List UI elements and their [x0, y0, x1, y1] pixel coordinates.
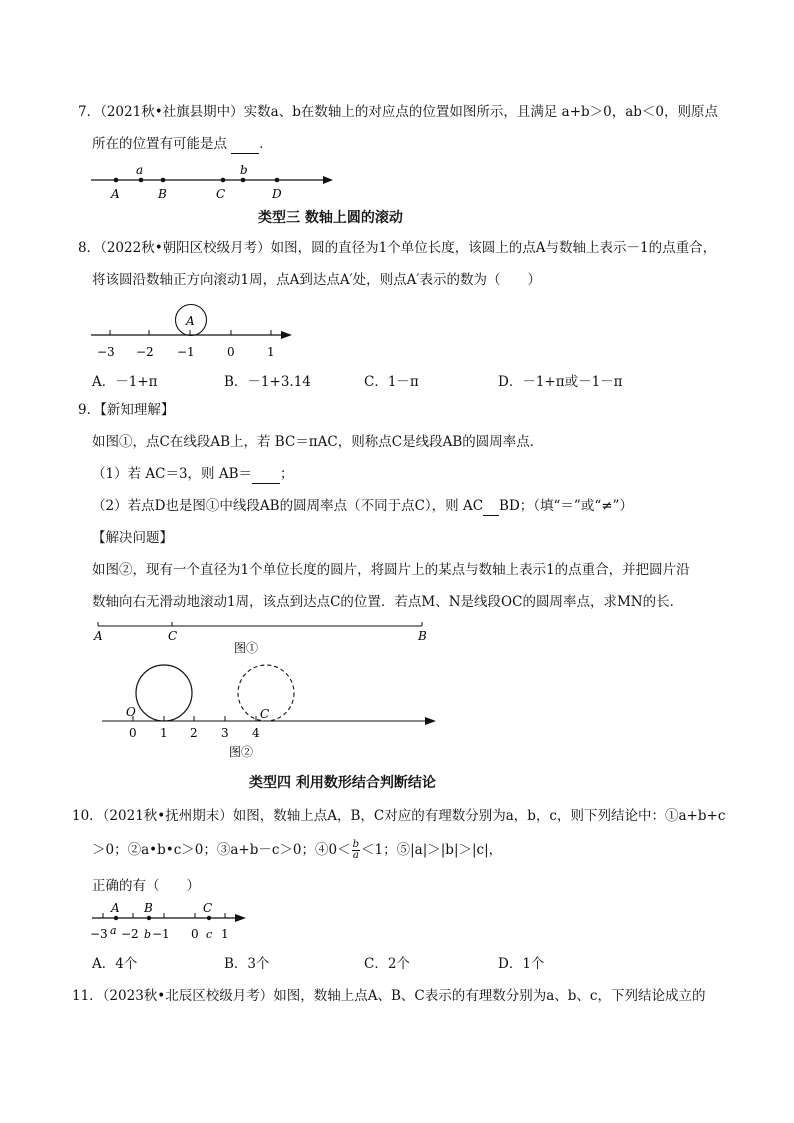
q7-line1: 7．（2021秋•社旗县期中）实数a、b在数轴上的对应点的位置如图所示，且满足 a+b＞0，ab＜0，则原点	[78, 104, 719, 120]
q9-fig1-label-B: B	[418, 629, 427, 643]
q10-option-d[interactable]: D．1个	[498, 956, 545, 972]
q7-point-b	[241, 178, 246, 183]
q10-line1-end: ①a+b+c	[665, 808, 726, 824]
q9-fig2-tick-label: 4	[252, 726, 260, 740]
q7-line2-suffix: ．	[259, 136, 273, 152]
q10-line2	[92, 840, 502, 861]
q7-label-B: B	[158, 187, 167, 201]
q8-rolling-circle-figure	[85, 300, 305, 362]
q9-fig2-caption: 图②	[229, 745, 254, 759]
q7-label-D: D	[272, 187, 282, 201]
q7-number-line-figure	[85, 160, 340, 202]
q8-tick-label: −3	[97, 345, 115, 359]
q10-line1-prefix: 10．（2021秋•抚州期末）如图，数轴上点A，B，C对应的有理数分别为a，b，c，则下列结论中：	[72, 808, 665, 824]
q7-point-a	[139, 178, 144, 183]
q8-line2: 将该圆沿数轴正方向滚动1周，点A到达点A′处，则点A′表示的数为（ ）	[92, 272, 541, 288]
q9-sub1	[92, 464, 294, 484]
q8-option-b[interactable]: B．－1+3.14	[224, 374, 311, 390]
section3-title: 类型三 数轴上圆的滚动	[258, 210, 403, 226]
q9-fig2-disc	[136, 665, 192, 721]
q10-value-b: b	[144, 928, 152, 941]
q7-line2	[92, 134, 273, 154]
q9-fig2-tick-label: 3	[221, 726, 229, 740]
q10-option-b[interactable]: B．3个	[224, 956, 270, 972]
q9-figures	[90, 618, 440, 763]
q7-point-A	[114, 178, 119, 183]
q10-fraction-denominator: a	[352, 850, 359, 861]
q9-fig1-label-A: A	[94, 629, 103, 643]
q10-line3: 正确的有（ ）	[92, 878, 200, 894]
q9-fig2-tick-label: 1	[160, 726, 168, 740]
q10-fraction-b-over-a	[352, 840, 360, 861]
q9-sub2-suffix: BD；（填“＝”或“≠”）	[499, 498, 633, 514]
q9-sub2	[92, 496, 633, 516]
q10-option-a[interactable]: A．4个	[92, 956, 138, 972]
q10-axis-arrow	[235, 914, 246, 922]
q7-point-B	[161, 178, 166, 183]
q10-tick-label: 1	[221, 927, 229, 941]
q10-line1	[72, 806, 725, 826]
q9-fig2-label-C: C	[260, 707, 270, 721]
q9-fig2-tick-label: 0	[129, 726, 137, 740]
q8-option-c[interactable]: C．1－π	[364, 374, 419, 390]
q10-tick-label: −2	[121, 927, 139, 941]
q8-tick-label: 0	[227, 345, 235, 359]
q9-paragraph2-line1: 如图②，现有一个直径为1个单位长度的圆片，将圆片上的某点与数轴上表示1的点重合，并把圆片沿	[92, 562, 690, 578]
q10-tick-label: −3	[90, 927, 108, 941]
q8-option-a[interactable]: A．－1+π	[92, 374, 158, 390]
q9-fig2-tick-label: 2	[190, 726, 198, 740]
q8-circle-label-A: A	[186, 314, 195, 328]
q8-option-d[interactable]: D．－1+π或－1－π	[498, 374, 623, 390]
q9-fig2-label-O: O	[126, 705, 136, 719]
q11-line1: 11．（2023秋•北辰区校级月考）如图，数轴上点A、B、C表示的有理数分别为a、b、c，下列结论成立的	[72, 988, 706, 1004]
q7-axis-arrow	[323, 176, 333, 184]
q10-fraction-numerator: b	[352, 839, 360, 850]
q10-value-a: a	[110, 924, 117, 937]
q10-line2-a: ＞0；②a•b•c＞0；③a+b－c＞0；④0＜	[92, 842, 351, 858]
q8-axis-arrow	[281, 331, 292, 339]
q9-paragraph2-line2: 数轴向右无滑动地滚动1周，该点到达点C的位置．若点M、N是线段OC的圆周率点，求MN的长．	[92, 594, 684, 610]
q9-header: 9．【新知理解】	[78, 402, 175, 418]
q9-sub2-prefix: （2）若点D也是图①中线段AB的圆周率点（不同于点C），则 AC	[92, 498, 484, 514]
q8-line1: 8．（2022秋•朝阳区校级月考）如图，圆的直径为1个单位长度，该圆上的点A与数轴上表示－1的点重合，	[78, 240, 717, 256]
q10-option-c[interactable]: C．2个	[364, 956, 410, 972]
q10-tick-label: −1	[152, 927, 170, 941]
q10-point-C	[207, 916, 211, 920]
q10-label-A: A	[111, 901, 120, 915]
section4-title: 类型四 利用数形结合判断结论	[249, 775, 436, 791]
q9-fig1-label-C: C	[168, 629, 178, 643]
q10-value-c: c	[206, 928, 213, 941]
q7-point-D	[275, 178, 280, 183]
q7-answer-blank[interactable]	[231, 139, 259, 154]
q10-number-line-figure	[88, 900, 253, 944]
q10-label-B: B	[144, 901, 153, 915]
q10-tick-label: 0	[191, 927, 199, 941]
q9-sub1-prefix: （1）若 AC＝3，则 AB＝	[92, 466, 253, 482]
q9-sub1-answer-blank[interactable]	[252, 469, 280, 484]
q9-paragraph1: 如图①，点C在线段AB上，若 BC＝πAC，则称点C是线段AB的圆周率点．	[92, 434, 544, 450]
q8-tick-label: −1	[177, 345, 195, 359]
q10-point-B	[147, 916, 151, 920]
q7-label-C: C	[216, 187, 226, 201]
q7-line2-prefix: 所在的位置有可能是点	[92, 136, 227, 152]
q9-header2: 【解决问题】	[92, 530, 173, 546]
q9-fig1-caption: 图①	[234, 641, 259, 655]
q9-sub2-answer-blank[interactable]	[483, 501, 499, 516]
q8-tick-label: −2	[136, 345, 154, 359]
q8-tick-label: 1	[267, 345, 275, 359]
q7-label-b: b	[240, 163, 248, 177]
q7-point-C	[221, 178, 226, 183]
q10-label-C: C	[203, 901, 213, 915]
q9-fig2-axis-arrow	[425, 717, 436, 725]
q10-line2-b: ＜1；⑤|a|＞|b|＞|c|，	[361, 842, 503, 858]
q7-label-A: A	[111, 187, 120, 201]
q7-label-a: a	[136, 163, 144, 177]
q9-sub1-suffix: ；	[280, 466, 294, 482]
q10-point-A	[114, 916, 118, 920]
